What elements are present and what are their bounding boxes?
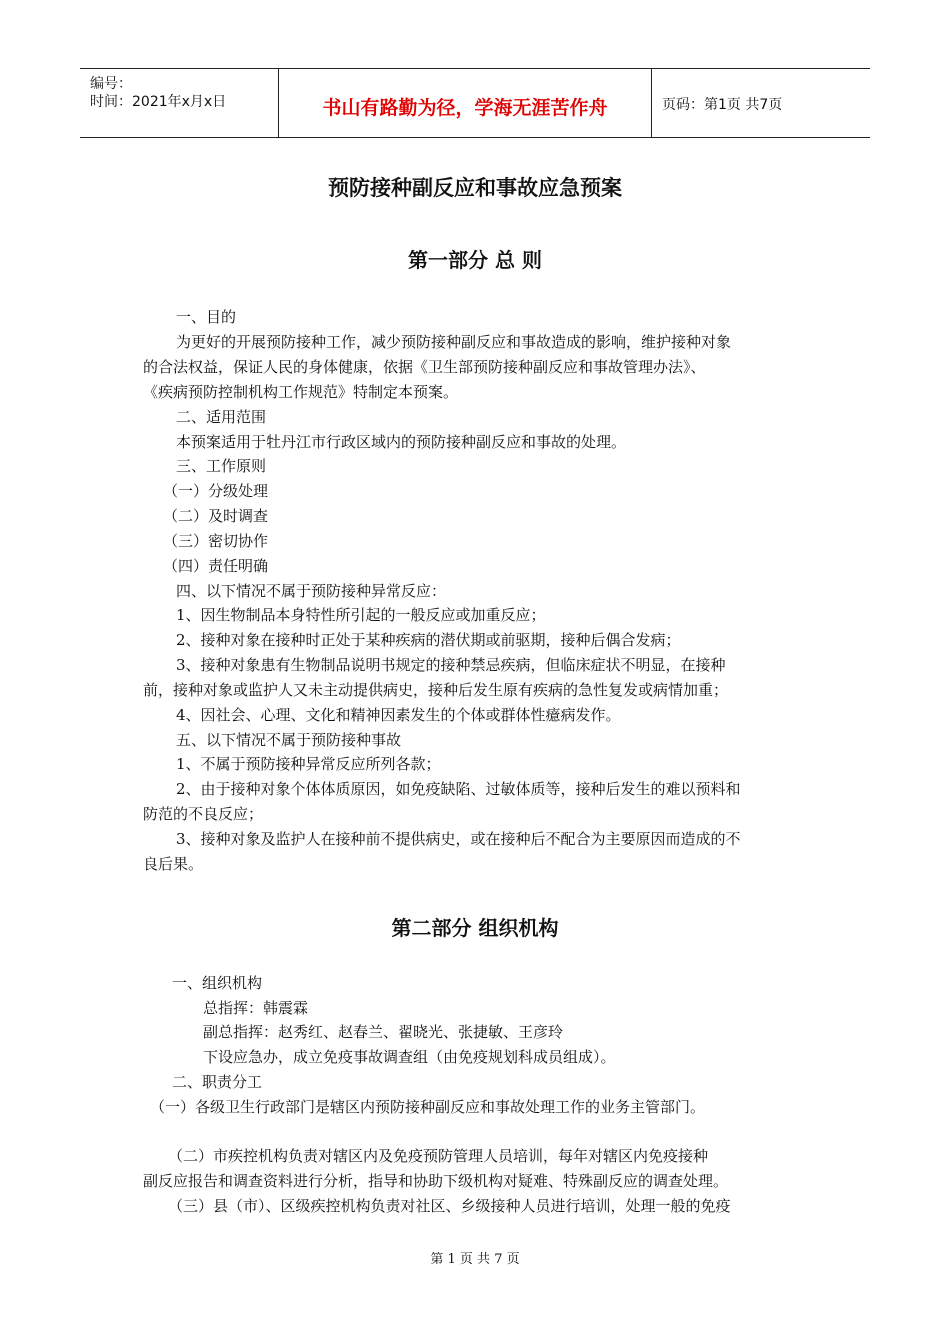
paragraph-line: 总指挥：韩震霖 <box>203 999 309 1017</box>
document-number-label: 编号： <box>90 76 132 92</box>
paragraph-line: 良后果。 <box>143 855 204 873</box>
paragraph-line: 的合法权益，保证人民的身体健康，依据《卫生部预防接种副反应和事故管理办法》、 <box>143 358 706 376</box>
paragraph-line: 二、适用范围 <box>176 408 267 426</box>
header-motto-cell <box>279 69 652 137</box>
paragraph-line: （二）及时调查 <box>163 507 269 525</box>
paragraph-line: （二）市疾控机构负责对辖区内及免疫预防管理人员培训，每年对辖区内免疫接种 <box>168 1147 709 1165</box>
paragraph-line: 1、不属于预防接种异常反应所列各款； <box>176 755 441 773</box>
part2-heading: 第二部分 组织机构 <box>391 916 559 940</box>
paragraph-line: 4、因社会、心理、文化和精神因素发生的个体或群体性癔病发作。 <box>176 706 621 724</box>
paragraph-line: 五、以下情况不属于预防接种事故 <box>176 731 402 749</box>
paragraph-line: 二、职责分工 <box>172 1073 263 1091</box>
paragraph-line: 防范的不良反应； <box>143 805 264 823</box>
part1-heading: 第一部分 总 则 <box>408 248 542 272</box>
document-date: 时间：2021年x月x日 <box>90 94 227 110</box>
paragraph-line: 副反应报告和调查资料进行分析，指导和协助下级机构对疑难、特殊副反应的调查处理。 <box>143 1172 729 1190</box>
paragraph-line: 3、接种对象患有生物制品说明书规定的接种禁忌疾病，但临床症状不明显，在接种 <box>176 656 726 674</box>
paragraph-line: 1、因生物制品本身特性所引起的一般反应或加重反应； <box>176 606 546 624</box>
document-title: 预防接种副反应和事故应急预案 <box>328 176 622 200</box>
paragraph-line: 四、以下情况不属于预防接种异常反应： <box>176 582 447 600</box>
page-footer: 第 1 页 共 7 页 <box>430 1252 520 1267</box>
header-page-info: 页码：第1页 共7页 <box>662 97 783 113</box>
paragraph-line: 三、工作原则 <box>176 457 267 475</box>
paragraph-line: 3、接种对象及监护人在接种前不提供病史，或在接种后不配合为主要原因而造成的不 <box>176 830 741 848</box>
header-meta-cell <box>80 69 279 137</box>
paragraph-line: 本预案适用于牡丹江市行政区域内的预防接种副反应和事故的处理。 <box>176 433 627 451</box>
paragraph-line: 一、目的 <box>176 308 237 326</box>
paragraph-line: 前，接种对象或监护人又未主动提供病史，接种后发生原有疾病的急性复发或病情加重； <box>143 681 729 699</box>
paragraph-line: 2、接种对象在接种时正处于某种疾病的潜伏期或前驱期，接种后偶合发病； <box>176 631 681 649</box>
paragraph-line: 为更好的开展预防接种工作，减少预防接种副反应和事故造成的影响，维护接种对象 <box>176 333 732 351</box>
paragraph-line: （一）各级卫生行政部门是辖区内预防接种副反应和事故处理工作的业务主管部门。 <box>150 1098 706 1116</box>
header-motto: 书山有路勤为径，学海无涯苦作舟 <box>322 97 608 119</box>
paragraph-line: 《疾病预防控制机构工作规范》特制定本预案。 <box>143 383 459 401</box>
paragraph-line: 下设应急办，成立免疫事故调查组（由免疫规划科成员组成）。 <box>203 1048 616 1066</box>
document-header <box>80 68 870 138</box>
paragraph-line: （三）密切协作 <box>163 532 269 550</box>
paragraph-line: （一）分级处理 <box>163 482 269 500</box>
paragraph-line: 2、由于接种对象个体体质原因，如免疫缺陷、过敏体质等，接种后发生的难以预料和 <box>176 780 741 798</box>
paragraph-line: 一、组织机构 <box>172 974 263 992</box>
paragraph-line: 副总指挥：赵秀红、赵春兰、翟晓光、张捷敏、王彦玲 <box>203 1023 564 1041</box>
paragraph-line: （四）责任明确 <box>163 557 269 575</box>
paragraph-line: （三）县（市）、区级疾控机构负责对社区、乡级接种人员进行培训，处理一般的免疫 <box>168 1197 731 1215</box>
header-page-cell <box>652 69 870 137</box>
